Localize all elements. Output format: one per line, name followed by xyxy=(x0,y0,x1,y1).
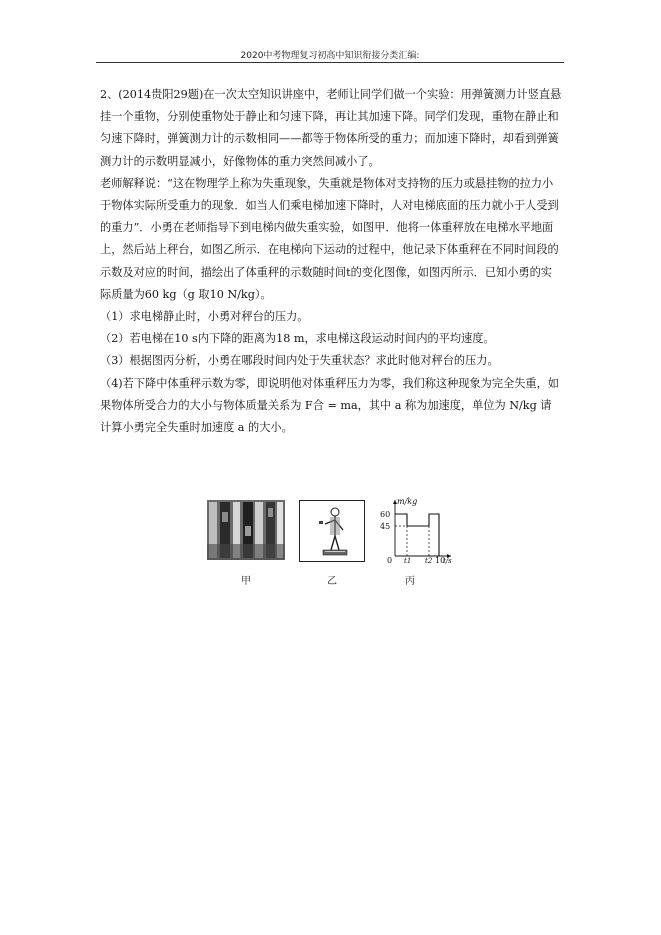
figure-label-bing: 丙 xyxy=(405,576,415,587)
elevator-photo xyxy=(207,500,285,560)
sub-question-1: （1）求电梯静止时，小勇对秤台的压力。 xyxy=(100,310,309,324)
x-tick-0: 0 xyxy=(387,556,393,564)
person-on-scale-figure xyxy=(299,500,365,562)
figure-label-yi: 乙 xyxy=(327,576,337,587)
y-tick-45: 45 xyxy=(380,522,391,531)
sub-question-2: （2）若电梯在10 s内下降的距离为18 m，求电梯这段运动时间内的平均速度。 xyxy=(100,332,495,346)
x-tick-t1: t1 xyxy=(404,557,412,564)
question-intro: 2、(2014贵阳29题)在一次太空知识讲座中，老师让同学们做一个实验：用弹簧测力计竖直悬挂一个重物，分别使重物处于静止和匀速下降，再让其加速下降。同学们发现，重物在静止和匀速下降时，弹簧测力计的示数相同——都等于物体所受的重力；而加速下降时，却看到弹簧测力计的示数明显减小，好像物体的重力突然间减小了。 xyxy=(100,88,562,168)
page-header: 2020中考物理复习初高中知识衔接分类汇编: xyxy=(240,51,420,61)
header-rule xyxy=(96,62,564,63)
x-tick-t2: t2 xyxy=(425,557,433,564)
figure-label-jia: 甲 xyxy=(241,576,251,587)
question-body xyxy=(100,84,562,439)
x-axis-label: t/s xyxy=(443,557,452,564)
mass-series-line xyxy=(395,514,439,556)
teacher-explanation: 老师解释说：“这在物理学上称为失重现象，失重就是物体对支持物的压力或悬挂物的拉力小于物体实际所受重力的现象．如当人们乘电梯加速下降时，人对电梯底面的压力就小于人受到的重力”．小勇在老师指导下到电梯内做失重实验，如图甲．他将一体重秤放在电梯水平地面上，然后站上秤台，如图乙所示．在电梯向下运动的过程中，他记录下体重秤在不同时间段的示数及对应的时间，描绘出了体重秤的示数随时间t的变化图像，如图丙所示．已知小勇的实际质量为60 kg（g 取10 N/kg）。 xyxy=(100,176,559,301)
mass-time-graph xyxy=(377,496,457,564)
x-tick-10: 10 xyxy=(435,556,446,564)
sub-question-3: （3）根据图丙分析，小勇在哪段时间内处于失重状态？求此时他对秤台的压力。 xyxy=(100,354,499,368)
sub-question-4: （4)若下降中体重秤示数为零，即说明他对体重秤压力为零，我们称这种现象为完全失重，如果物体所受合力的大小与物体质量关系为 F合 = ma，其中 a 称为加速度，单位为 N/kg 请计算小勇完全失重时加速度 a 的大小。 xyxy=(100,376,559,435)
y-tick-60: 60 xyxy=(380,510,391,519)
figures-row xyxy=(207,497,457,590)
y-axis-label: m/kg xyxy=(397,497,418,506)
